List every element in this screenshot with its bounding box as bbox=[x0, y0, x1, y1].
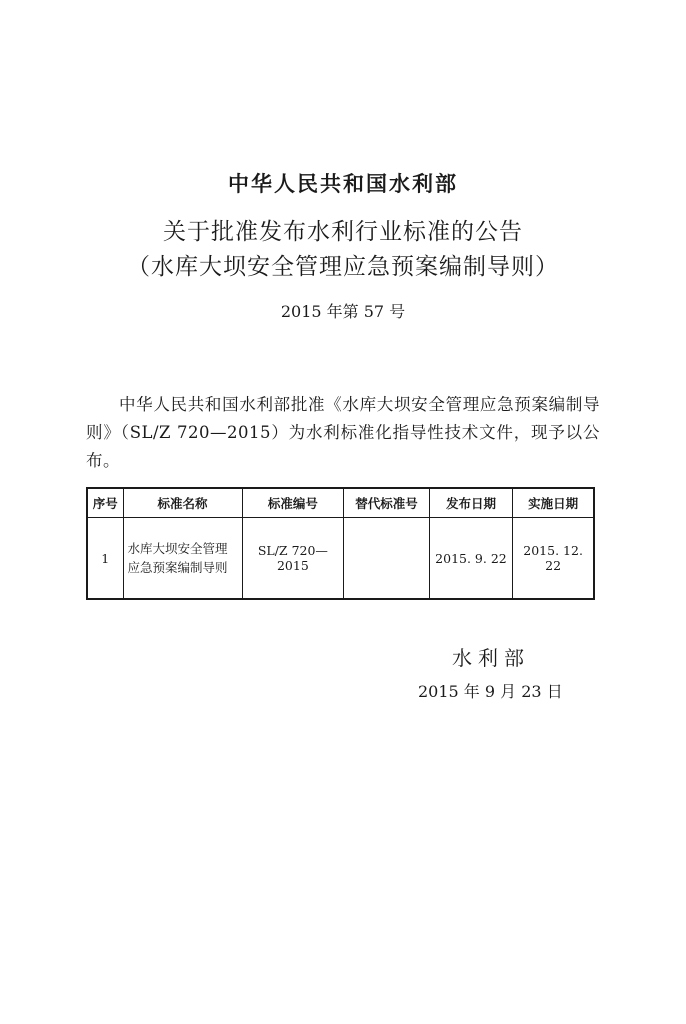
header-effective-date: 实施日期 bbox=[513, 488, 594, 518]
cell-code: SL/Z 720—2015 bbox=[242, 518, 344, 600]
table-row bbox=[87, 518, 594, 600]
header-publish-date: 发布日期 bbox=[429, 488, 513, 518]
issuer-heading: 中华人民共和国水利部 bbox=[228, 172, 458, 196]
header-replaces: 替代标准号 bbox=[344, 488, 429, 518]
cell-name: 水库大坝安全管理应急预案编制导则 bbox=[123, 518, 242, 600]
signature-date: 2015 年 9 月 23 日 bbox=[418, 682, 563, 701]
signer: 水利部 bbox=[452, 646, 530, 670]
notice-title-line2: （水库大坝安全管理应急预案编制导则） bbox=[127, 254, 559, 280]
cell-replaces bbox=[344, 518, 429, 600]
notice-title-line1: 关于批准发布水利行业标准的公告 bbox=[163, 219, 523, 245]
header-code: 标准编号 bbox=[242, 488, 344, 518]
notice-body: 中华人民共和国水利部批准《水库大坝安全管理应急预案编制导则》（SL/Z 720—2015）为水利标准化指导性技术文件，现予以公布。 bbox=[86, 394, 600, 470]
header-index: 序号 bbox=[87, 488, 123, 518]
cell-effective-date: 2015. 12. 22 bbox=[513, 518, 594, 600]
standards-table bbox=[86, 487, 595, 600]
document-number: 2015 年第 57 号 bbox=[280, 302, 406, 321]
table-header-row bbox=[87, 488, 594, 518]
cell-index: 1 bbox=[87, 518, 123, 600]
header-name: 标准名称 bbox=[123, 488, 242, 518]
cell-publish-date: 2015. 9. 22 bbox=[429, 518, 513, 600]
